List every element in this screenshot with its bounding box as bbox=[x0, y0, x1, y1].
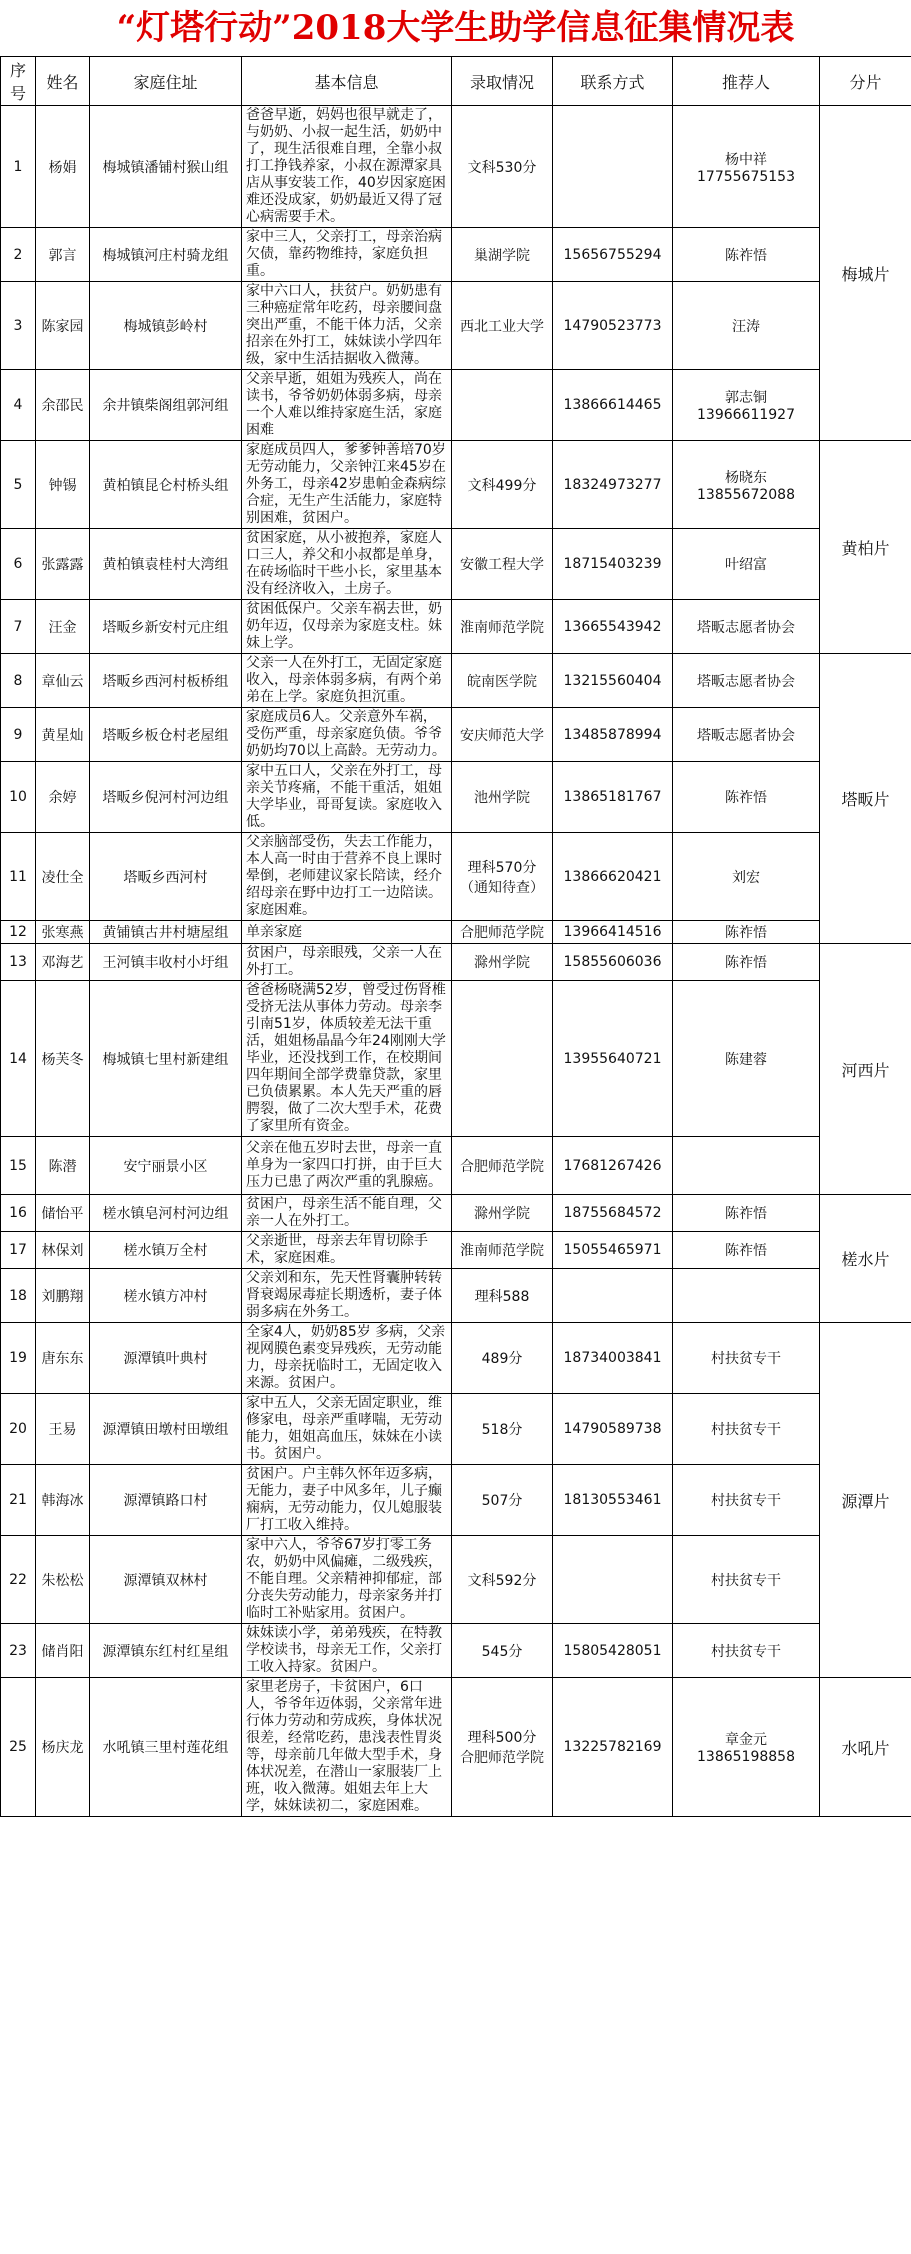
row-number: 14 bbox=[1, 981, 36, 1137]
admission-status: 安徽工程大学 bbox=[452, 529, 553, 600]
basic-info: 家中三人，父亲打工，母亲治病欠债，靠药物维持，家庭负担重。 bbox=[242, 228, 452, 282]
contact-phone bbox=[553, 1269, 673, 1323]
student-name: 凌仕全 bbox=[36, 833, 90, 921]
table-row bbox=[1, 944, 911, 981]
contact-phone bbox=[553, 106, 673, 228]
recommender: 村扶贫专干 bbox=[673, 1323, 820, 1394]
row-number: 23 bbox=[1, 1624, 36, 1678]
recommender: 杨中祥 17755675153 bbox=[673, 106, 820, 228]
contact-phone bbox=[553, 1536, 673, 1624]
student-name: 章仙云 bbox=[36, 654, 90, 708]
student-name: 刘鹏翔 bbox=[36, 1269, 90, 1323]
basic-info: 妹妹读小学，弟弟残疾，在特教学校读书，母亲无工作，父亲打工收入持家。贫困户。 bbox=[242, 1624, 452, 1678]
student-name: 余邵民 bbox=[36, 370, 90, 441]
admission-status: 皖南医学院 bbox=[452, 654, 553, 708]
recommender bbox=[673, 1137, 820, 1195]
row-number: 2 bbox=[1, 228, 36, 282]
student-name: 杨娟 bbox=[36, 106, 90, 228]
recommender: 陈祚悟 bbox=[673, 228, 820, 282]
table-row bbox=[1, 833, 911, 921]
contact-phone: 18130553461 bbox=[553, 1465, 673, 1536]
basic-info: 贫困家庭，从小被抱养，家庭人口三人，养父和小叔都是单身，在砖场临时干些小长，家里基本没有经济收入，土房子。 bbox=[242, 529, 452, 600]
student-name: 储怡平 bbox=[36, 1195, 90, 1232]
admission-status: 545分 bbox=[452, 1624, 553, 1678]
contact-phone: 13225782169 bbox=[553, 1678, 673, 1817]
row-number: 18 bbox=[1, 1269, 36, 1323]
student-name: 王易 bbox=[36, 1394, 90, 1465]
recommender: 陈祚悟 bbox=[673, 762, 820, 833]
student-name: 韩海冰 bbox=[36, 1465, 90, 1536]
basic-info: 家庭成员四人，爹爹钟善培70岁无劳动能力，父亲钟江来45岁在外务工，母亲42岁患帕金森病综合症，无生产生活能力，家庭特别困难，贫困户。 bbox=[242, 441, 452, 529]
student-name: 郭言 bbox=[36, 228, 90, 282]
student-name: 陈家园 bbox=[36, 282, 90, 370]
basic-info: 父亲逝世，母亲去年胃切除手术，家庭困难。 bbox=[242, 1232, 452, 1269]
info-table bbox=[0, 56, 911, 1817]
table-row bbox=[1, 1195, 911, 1232]
home-address: 源潭镇双林村 bbox=[90, 1536, 242, 1624]
region-cell: 梅城片 bbox=[820, 106, 911, 441]
table-row bbox=[1, 1465, 911, 1536]
header-cell: 录取情况 bbox=[452, 57, 553, 106]
home-address: 王河镇丰收村小圩组 bbox=[90, 944, 242, 981]
header-cell: 推荐人 bbox=[673, 57, 820, 106]
basic-info: 家中六人，爷爷67岁打零工务农，奶奶中风偏瘫，二级残疾，不能自理。父亲精神抑郁症，部分丧失劳动能力，母亲家务并打临时工补贴家用。贫困户。 bbox=[242, 1536, 452, 1624]
region-cell: 河西片 bbox=[820, 944, 911, 1195]
recommender: 刘宏 bbox=[673, 833, 820, 921]
header-cell: 家庭住址 bbox=[90, 57, 242, 106]
recommender: 汪涛 bbox=[673, 282, 820, 370]
contact-phone: 17681267426 bbox=[553, 1137, 673, 1195]
table-row bbox=[1, 1394, 911, 1465]
basic-info: 父亲在他五岁时去世，母亲一直单身为一家四口打拼，由于巨大压力已患了两次严重的乳腺癌。 bbox=[242, 1137, 452, 1195]
table-row bbox=[1, 1678, 911, 1817]
home-address: 黄铺镇古井村塘屋组 bbox=[90, 921, 242, 944]
region-cell: 塔畈片 bbox=[820, 654, 911, 944]
admission-status: 安庆师范大学 bbox=[452, 708, 553, 762]
basic-info: 爸爸早逝，妈妈也很早就走了，与奶奶、小叔一起生活，奶奶中了，现生活很难自理，全靠小叔打工挣钱养家，小叔在源潭家具店从事安装工作，40岁因家庭困难还没成家，奶奶最近又得了冠心病需要手术。 bbox=[242, 106, 452, 228]
row-number: 9 bbox=[1, 708, 36, 762]
table-row bbox=[1, 600, 911, 654]
admission-status bbox=[452, 370, 553, 441]
home-address: 源潭镇路口村 bbox=[90, 1465, 242, 1536]
student-name: 汪金 bbox=[36, 600, 90, 654]
home-address: 槎水镇皂河村河边组 bbox=[90, 1195, 242, 1232]
row-number: 20 bbox=[1, 1394, 36, 1465]
row-number: 25 bbox=[1, 1678, 36, 1817]
home-address: 塔畈乡板仓村老屋组 bbox=[90, 708, 242, 762]
recommender: 村扶贫专干 bbox=[673, 1465, 820, 1536]
header-cell: 序号 bbox=[1, 57, 36, 106]
basic-info: 家庭成员6人。父亲意外车祸，受伤严重，母亲家庭负债。爷爷奶奶均70以上高龄。无劳动力。 bbox=[242, 708, 452, 762]
basic-info: 家里老房子，卡贫困户，6口人，爷爷年迈体弱，父亲常年进行体力劳动和劳成疾，身体状况很差，经常吃药，患浅表性胃炎等，母亲前几年做大型手术，身体状况差，在潜山一家服装厂上班，收入微薄。姐姐去年上大学，妹妹读初二，家庭困难。 bbox=[242, 1678, 452, 1817]
row-number: 5 bbox=[1, 441, 36, 529]
student-name: 陈潜 bbox=[36, 1137, 90, 1195]
row-number: 13 bbox=[1, 944, 36, 981]
recommender: 塔畈志愿者协会 bbox=[673, 600, 820, 654]
table-row bbox=[1, 106, 911, 228]
student-name: 朱松松 bbox=[36, 1536, 90, 1624]
contact-phone: 13485878994 bbox=[553, 708, 673, 762]
admission-status: 巢湖学院 bbox=[452, 228, 553, 282]
table-row bbox=[1, 228, 911, 282]
recommender: 章金元 13865198858 bbox=[673, 1678, 820, 1817]
admission-status: 淮南师范学院 bbox=[452, 600, 553, 654]
row-number: 16 bbox=[1, 1195, 36, 1232]
basic-info: 家中五口人，父亲在外打工，母亲关节疼痛，不能干重活，姐姐大学毕业，哥哥复读。家庭收入低。 bbox=[242, 762, 452, 833]
admission-status: 文科530分 bbox=[452, 106, 553, 228]
basic-info: 爸爸杨晓满52岁，曾受过伤肾椎受挤无法从事体力劳动。母亲李引南51岁，体质较差无法干重活，姐姐杨晶晶今年24刚刚大学毕业，还没找到工作，在校期间四年期间全部学费靠贷款，家里已负债累累。本人先天严重的唇腭裂，做了二次大型手术，花费了家里所有资金。 bbox=[242, 981, 452, 1137]
admission-status: 合肥师范学院 bbox=[452, 1137, 553, 1195]
row-number: 22 bbox=[1, 1536, 36, 1624]
home-address: 梅城镇七里村新建组 bbox=[90, 981, 242, 1137]
basic-info: 单亲家庭 bbox=[242, 921, 452, 944]
admission-status bbox=[452, 981, 553, 1137]
home-address: 槎水镇万全村 bbox=[90, 1232, 242, 1269]
recommender: 杨晓东 13855672088 bbox=[673, 441, 820, 529]
contact-phone: 15656755294 bbox=[553, 228, 673, 282]
home-address: 梅城镇彭岭村 bbox=[90, 282, 242, 370]
row-number: 17 bbox=[1, 1232, 36, 1269]
contact-phone: 18755684572 bbox=[553, 1195, 673, 1232]
recommender: 村扶贫专干 bbox=[673, 1536, 820, 1624]
table-row bbox=[1, 762, 911, 833]
recommender: 陈祚悟 bbox=[673, 921, 820, 944]
contact-phone: 13866614465 bbox=[553, 370, 673, 441]
contact-phone: 15055465971 bbox=[553, 1232, 673, 1269]
student-name: 钟锡 bbox=[36, 441, 90, 529]
home-address: 塔畈乡倪河村河边组 bbox=[90, 762, 242, 833]
recommender: 陈建蓉 bbox=[673, 981, 820, 1137]
row-number: 15 bbox=[1, 1137, 36, 1195]
header-cell: 姓名 bbox=[36, 57, 90, 106]
table-row bbox=[1, 441, 911, 529]
row-number: 3 bbox=[1, 282, 36, 370]
home-address: 安宁丽景小区 bbox=[90, 1137, 242, 1195]
recommender: 塔畈志愿者协会 bbox=[673, 708, 820, 762]
admission-status: 518分 bbox=[452, 1394, 553, 1465]
recommender bbox=[673, 1269, 820, 1323]
recommender: 陈祚悟 bbox=[673, 1195, 820, 1232]
contact-phone: 13665543942 bbox=[553, 600, 673, 654]
row-number: 1 bbox=[1, 106, 36, 228]
row-number: 8 bbox=[1, 654, 36, 708]
table-row bbox=[1, 921, 911, 944]
recommender: 陈祚悟 bbox=[673, 1232, 820, 1269]
student-name: 唐东东 bbox=[36, 1323, 90, 1394]
page-title: “灯塔行动”2018大学生助学信息征集情况表 bbox=[116, 8, 795, 48]
home-address: 梅城镇潘铺村猴山组 bbox=[90, 106, 242, 228]
contact-phone: 18734003841 bbox=[553, 1323, 673, 1394]
home-address: 余井镇柴阁组郭河组 bbox=[90, 370, 242, 441]
basic-info: 父亲刘和东，先天性肾囊肿转转肾衰竭尿毒症长期透析，妻子体弱多病在外务工。 bbox=[242, 1269, 452, 1323]
admission-status: 滁州学院 bbox=[452, 1195, 553, 1232]
basic-info: 贫困户，母亲生活不能自理，父亲一人在外打工。 bbox=[242, 1195, 452, 1232]
contact-phone: 13955640721 bbox=[553, 981, 673, 1137]
student-name: 张寒燕 bbox=[36, 921, 90, 944]
table-row bbox=[1, 282, 911, 370]
table-row bbox=[1, 1536, 911, 1624]
home-address: 源潭镇东红村红星组 bbox=[90, 1624, 242, 1678]
basic-info: 家中五人，父亲无固定职业，维修家电，母亲严重哮喘，无劳动能力，姐姐高血压，妹妹在小读书。贫困户。 bbox=[242, 1394, 452, 1465]
contact-phone: 18324973277 bbox=[553, 441, 673, 529]
header-cell: 联系方式 bbox=[553, 57, 673, 106]
home-address: 水吼镇三里村莲花组 bbox=[90, 1678, 242, 1817]
recommender: 村扶贫专干 bbox=[673, 1624, 820, 1678]
region-cell: 源潭片 bbox=[820, 1323, 911, 1678]
table-row bbox=[1, 370, 911, 441]
table-row bbox=[1, 654, 911, 708]
basic-info: 全家4人，奶奶85岁 多病，父亲视网膜色素变异残疾，无劳动能力，母亲抚临时工，无固定收入来源。贫困户。 bbox=[242, 1323, 452, 1394]
admission-status: 489分 bbox=[452, 1323, 553, 1394]
row-number: 21 bbox=[1, 1465, 36, 1536]
student-name: 储肖阳 bbox=[36, 1624, 90, 1678]
student-name: 余婷 bbox=[36, 762, 90, 833]
student-name: 邓海艺 bbox=[36, 944, 90, 981]
recommender: 塔畈志愿者协会 bbox=[673, 654, 820, 708]
admission-status: 理科570分（通知待查） bbox=[452, 833, 553, 921]
row-number: 12 bbox=[1, 921, 36, 944]
basic-info: 贫困户。户主韩久怀年迈多病，无能力，妻子中风多年，儿子癫痫病，无劳动能力，仅儿媳服装厂打工收入维持。 bbox=[242, 1465, 452, 1536]
contact-phone: 15855606036 bbox=[553, 944, 673, 981]
region-cell: 黄柏片 bbox=[820, 441, 911, 654]
home-address: 源潭镇田墩村田墩组 bbox=[90, 1394, 242, 1465]
contact-phone: 18715403239 bbox=[553, 529, 673, 600]
region-cell: 水吼片 bbox=[820, 1678, 911, 1817]
home-address: 塔畈乡西河村 bbox=[90, 833, 242, 921]
table-row bbox=[1, 1624, 911, 1678]
table-row bbox=[1, 1323, 911, 1394]
recommender: 郭志铜 13966611927 bbox=[673, 370, 820, 441]
admission-status: 合肥师范学院 bbox=[452, 921, 553, 944]
basic-info: 贫困户，母亲眼残，父亲一人在外打工。 bbox=[242, 944, 452, 981]
admission-status: 文科499分 bbox=[452, 441, 553, 529]
recommender: 村扶贫专干 bbox=[673, 1394, 820, 1465]
contact-phone: 13866620421 bbox=[553, 833, 673, 921]
home-address: 黄柏镇袁桂村大湾组 bbox=[90, 529, 242, 600]
row-number: 7 bbox=[1, 600, 36, 654]
region-cell: 槎水片 bbox=[820, 1195, 911, 1323]
table-row bbox=[1, 708, 911, 762]
row-number: 19 bbox=[1, 1323, 36, 1394]
student-name: 杨芙冬 bbox=[36, 981, 90, 1137]
table-row bbox=[1, 1137, 911, 1195]
contact-phone: 14790589738 bbox=[553, 1394, 673, 1465]
home-address: 梅城镇河庄村骑龙组 bbox=[90, 228, 242, 282]
home-address: 槎水镇方冲村 bbox=[90, 1269, 242, 1323]
student-name: 杨庆龙 bbox=[36, 1678, 90, 1817]
contact-phone: 15805428051 bbox=[553, 1624, 673, 1678]
row-number: 11 bbox=[1, 833, 36, 921]
admission-status: 滁州学院 bbox=[452, 944, 553, 981]
admission-status: 淮南师范学院 bbox=[452, 1232, 553, 1269]
basic-info: 父亲一人在外打工，无固定家庭收入，母亲体弱多病，有两个弟弟在上学。家庭负担沉重。 bbox=[242, 654, 452, 708]
student-name: 黄星灿 bbox=[36, 708, 90, 762]
recommender: 陈祚悟 bbox=[673, 944, 820, 981]
header-cell: 分片 bbox=[820, 57, 911, 106]
admission-status: 507分 bbox=[452, 1465, 553, 1536]
basic-info: 父亲早逝，姐姐为残疾人，尚在读书，爷爷奶奶体弱多病，母亲一个人难以维持家庭生活，家庭困难 bbox=[242, 370, 452, 441]
recommender: 叶绍富 bbox=[673, 529, 820, 600]
home-address: 源潭镇叶典村 bbox=[90, 1323, 242, 1394]
basic-info: 贫困低保户。父亲车祸去世，奶奶年迈，仅母亲为家庭支柱。妹妹上学。 bbox=[242, 600, 452, 654]
admission-status: 西北工业大学 bbox=[452, 282, 553, 370]
admission-status: 理科588 bbox=[452, 1269, 553, 1323]
home-address: 黄柏镇昆仑村桥头组 bbox=[90, 441, 242, 529]
header-cell: 基本信息 bbox=[242, 57, 452, 106]
admission-status: 理科500分 合肥师范学院 bbox=[452, 1678, 553, 1817]
admission-status: 文科592分 bbox=[452, 1536, 553, 1624]
table-row bbox=[1, 1232, 911, 1269]
student-name: 林保刘 bbox=[36, 1232, 90, 1269]
contact-phone: 13865181767 bbox=[553, 762, 673, 833]
table-row bbox=[1, 529, 911, 600]
table-row bbox=[1, 981, 911, 1137]
row-number: 6 bbox=[1, 529, 36, 600]
basic-info: 父亲脑部受伤，失去工作能力，本人高一时由于营养不良上课时晕倒，老师建议家长陪读，经介绍母亲在野中边打工一边陪读。家庭困难。 bbox=[242, 833, 452, 921]
contact-phone: 13966414516 bbox=[553, 921, 673, 944]
table-header-row bbox=[1, 57, 911, 106]
basic-info: 家中六口人，扶贫户。奶奶患有三种癌症常年吃药，母亲腰间盘突出严重，不能干体力活，父亲招亲在外打工，妹妹读小学四年级，家中生活拮据收入微薄。 bbox=[242, 282, 452, 370]
contact-phone: 13215560404 bbox=[553, 654, 673, 708]
row-number: 10 bbox=[1, 762, 36, 833]
home-address: 塔畈乡西河村板桥组 bbox=[90, 654, 242, 708]
row-number: 4 bbox=[1, 370, 36, 441]
student-name: 张露露 bbox=[36, 529, 90, 600]
table-row bbox=[1, 1269, 911, 1323]
home-address: 塔畈乡新安村元庄组 bbox=[90, 600, 242, 654]
admission-status: 池州学院 bbox=[452, 762, 553, 833]
contact-phone: 14790523773 bbox=[553, 282, 673, 370]
